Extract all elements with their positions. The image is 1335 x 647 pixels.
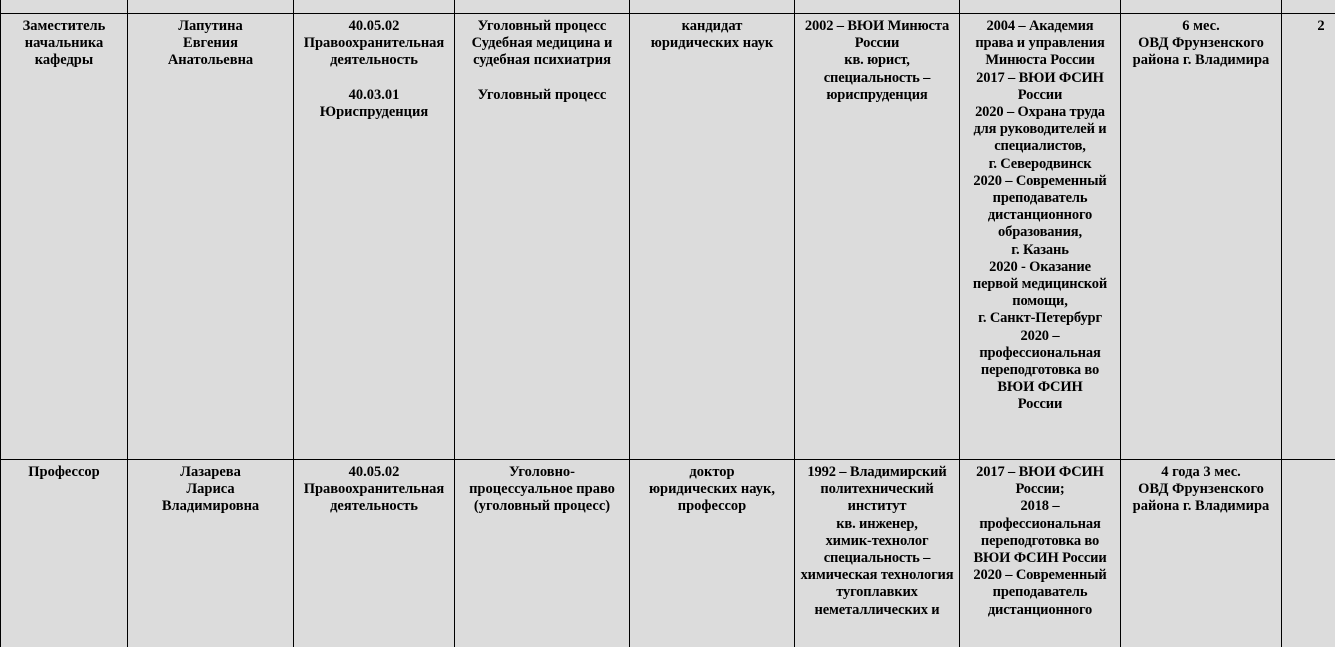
degree-cell: доктор юридических наук, профессор xyxy=(630,460,795,647)
table-cell xyxy=(630,0,795,14)
name-cell: Лазарева Лариса Владимировна xyxy=(128,460,294,647)
education-cell: 2002 – ВЮИ Минюста России кв. юрист, специальность – юриспруденция xyxy=(795,14,960,460)
name-cell: Лапутина Евгения Анатольевна xyxy=(128,14,294,460)
position-cell: Профессор xyxy=(1,460,128,647)
table-row xyxy=(1,14,1335,460)
table-cell xyxy=(1121,0,1282,14)
table-cell xyxy=(960,0,1121,14)
disciplines-cell: Уголовный процесс Судебная медицина и судебная психиатрия Уголовный процесс xyxy=(455,14,630,460)
table-cell xyxy=(1,0,128,14)
table-cell xyxy=(1282,0,1335,14)
training-cell: 2017 – ВЮИ ФСИН России; 2018 – профессиональная переподготовка во ВЮИ ФСИН России 2020 – Современный преподаватель дистанционного xyxy=(960,460,1121,647)
specialty-cell: 40.05.02 Правоохранительная деятельность 40.03.01 Юриспруденция xyxy=(294,14,455,460)
position-cell: Заместитель начальника кафедры xyxy=(1,14,128,460)
table-top-strip xyxy=(1,0,1335,14)
table-cell xyxy=(455,0,630,14)
extra-cell xyxy=(1282,460,1335,647)
table-cell xyxy=(294,0,455,14)
disciplines-cell: Уголовно- процессуальное право (уголовный процесс) xyxy=(455,460,630,647)
table-row xyxy=(1,460,1335,647)
specialty-cell: 40.05.02 Правоохранительная деятельность xyxy=(294,460,455,647)
table-cell xyxy=(128,0,294,14)
degree-cell: кандидат юридических наук xyxy=(630,14,795,460)
experience-cell: 4 года 3 мес. ОВД Фрунзенского района г. Владимира xyxy=(1121,460,1282,647)
training-cell: 2004 – Академия права и управления Минюста России 2017 – ВЮИ ФСИН России 2020 – Охрана труда для руководителей и специалистов, г. Северодвинск 2020 – Современный преподаватель дистанционного образования, г. Казань 2020 - Оказание первой медицинской помощи, г. Санкт-Петербург 2020 – профессиональная переподготовка во ВЮИ ФСИН России xyxy=(960,14,1121,460)
extra-cell: 2 xyxy=(1282,14,1335,460)
experience-cell: 6 мес. ОВД Фрунзенского района г. Владимира xyxy=(1121,14,1282,460)
education-cell: 1992 – Владимирский политехнический институт кв. инженер, химик-технолог специальность – химическая технология тугоплавких неметаллических и xyxy=(795,460,960,647)
table-cell xyxy=(795,0,960,14)
